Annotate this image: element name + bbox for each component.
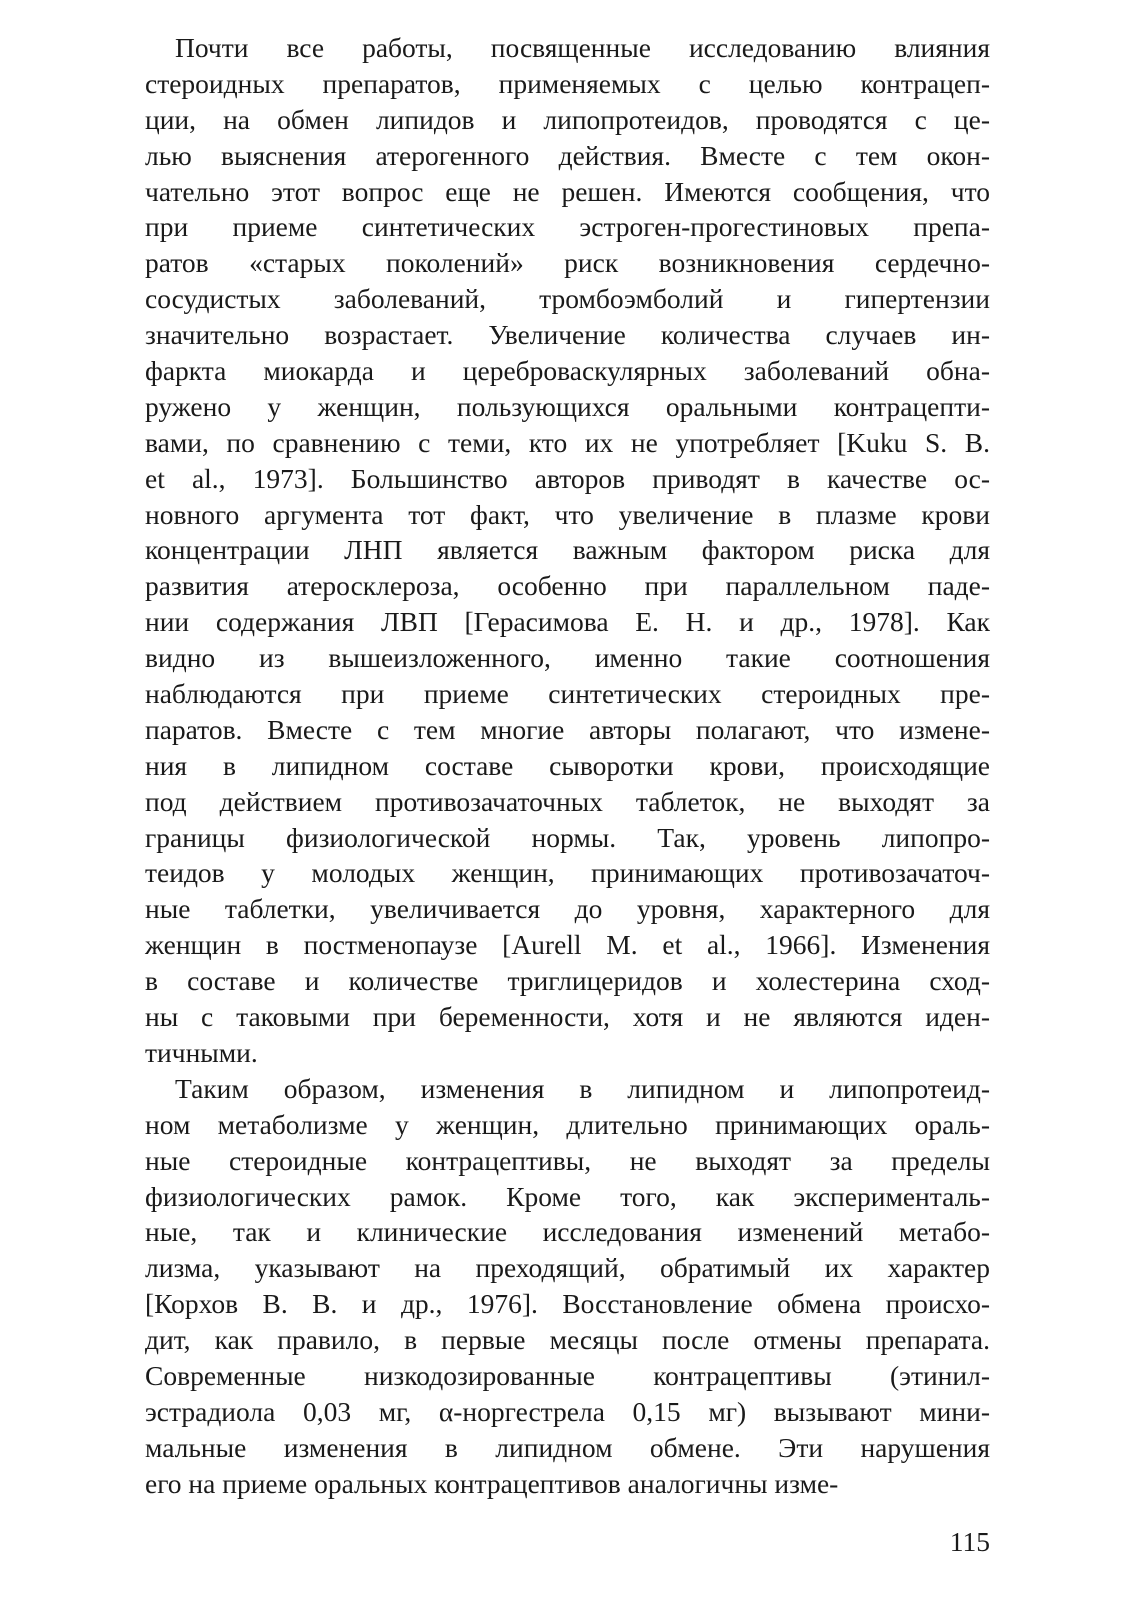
- text-line: лью выяснения атерогенного действия. Вместе с тем окон-: [145, 139, 990, 171]
- text-line: стероидных препаратов, применяемых с целью контрацеп-: [145, 67, 990, 99]
- text-line: ные, так и клинические исследования изменений метабо-: [145, 1216, 990, 1248]
- text-line: его на приеме оральных контрацептивов аналогичны изме-: [145, 1467, 839, 1499]
- text-line: сосудистых заболеваний, тромбоэмболий и гипертензии: [145, 283, 990, 315]
- text-line: физиологических рамок. Кроме того, как эксперименталь-: [145, 1180, 990, 1212]
- text-line: ные таблетки, увеличивается до уровня, характерного для: [145, 893, 990, 925]
- text-line: эстрадиола 0,03 мг, α-норгестрела 0,15 мг) вызывают мини-: [145, 1395, 990, 1427]
- body-text: [145, 30, 990, 1502]
- text-line: ратов «старых поколений» риск возникновения сердечно-: [145, 247, 990, 279]
- text-line: [Корхов В. В. и др., 1976]. Восстановление обмена происхо-: [145, 1288, 990, 1320]
- text-line: лизма, указывают на преходящий, обратимый их характер: [145, 1252, 990, 1284]
- text-line: Таким образом, изменения в липидном и липопротеид-: [175, 1072, 990, 1104]
- text-line: ния в липидном составе сыворотки крови, происходящие: [145, 749, 990, 781]
- text-line: под действием противозачаточных таблеток, не выходят за: [145, 785, 990, 817]
- text-line: в составе и количестве триглицеридов и холестерина сход-: [145, 965, 990, 997]
- paragraph: [145, 1071, 990, 1502]
- text-line: чательно этот вопрос еще не решен. Имеются сообщения, что: [145, 175, 990, 207]
- text-line: ны с таковыми при беременности, хотя и не являются иден-: [145, 1001, 990, 1033]
- text-line: ции, на обмен липидов и липопротеидов, проводятся с це-: [145, 103, 990, 135]
- text-line: видно из вышеизложенного, именно такие соотношения: [145, 642, 990, 674]
- page-number: 115: [949, 1526, 990, 1557]
- text-line: фаркта миокарда и цереброваскулярных заболеваний обна-: [145, 355, 990, 387]
- text-line: теидов у молодых женщин, принимающих противозачаточ-: [145, 857, 990, 889]
- text-line: паратов. Вместе с тем многие авторы полагают, что измене-: [145, 713, 990, 745]
- text-line: развития атеросклероза, особенно при параллельном паде-: [145, 570, 990, 602]
- text-line: концентрации ЛНП является важным фактором риска для: [145, 534, 990, 566]
- text-line: ные стероидные контрацептивы, не выходят за пределы: [145, 1144, 990, 1176]
- text-line: дит, как правило, в первые месяцы после отмены препарата.: [145, 1324, 990, 1356]
- text-line: женщин в постменопаузе [Aurell M. et al., 1966]. Изменения: [145, 929, 990, 961]
- text-line: мальные изменения в липидном обмене. Эти нарушения: [145, 1431, 990, 1463]
- text-line: значительно возрастает. Увеличение количества случаев ин-: [145, 319, 990, 351]
- text-line: et al., 1973]. Большинство авторов приводят в качестве ос-: [145, 462, 990, 494]
- text-line: вами, по сравнению с теми, кто их не употребляет [Kuku S. B.: [145, 426, 990, 458]
- text-line: ружено у женщин, пользующихся оральными контрацепти-: [145, 390, 990, 422]
- text-line: наблюдаются при приеме синтетических стероидных пре-: [145, 678, 990, 710]
- text-line: границы физиологической нормы. Так, уровень липопро-: [145, 821, 990, 853]
- paragraph: [145, 30, 990, 1071]
- text-line: нии содержания ЛВП [Герасимова Е. Н. и др., 1978]. Как: [145, 606, 990, 638]
- text-line: новного аргумента тот факт, что увеличение в плазме крови: [145, 498, 990, 530]
- text-line: тичными.: [145, 1036, 258, 1068]
- text-line: ном метаболизме у женщин, длительно принимающих ораль-: [145, 1108, 990, 1140]
- text-line: Современные низкодозированные контрацептивы (этинил-: [145, 1359, 990, 1391]
- text-line: при приеме синтетических эстроген-прогестиновых препа-: [145, 211, 990, 243]
- text-line: Почти все работы, посвященные исследованию влияния: [175, 32, 990, 63]
